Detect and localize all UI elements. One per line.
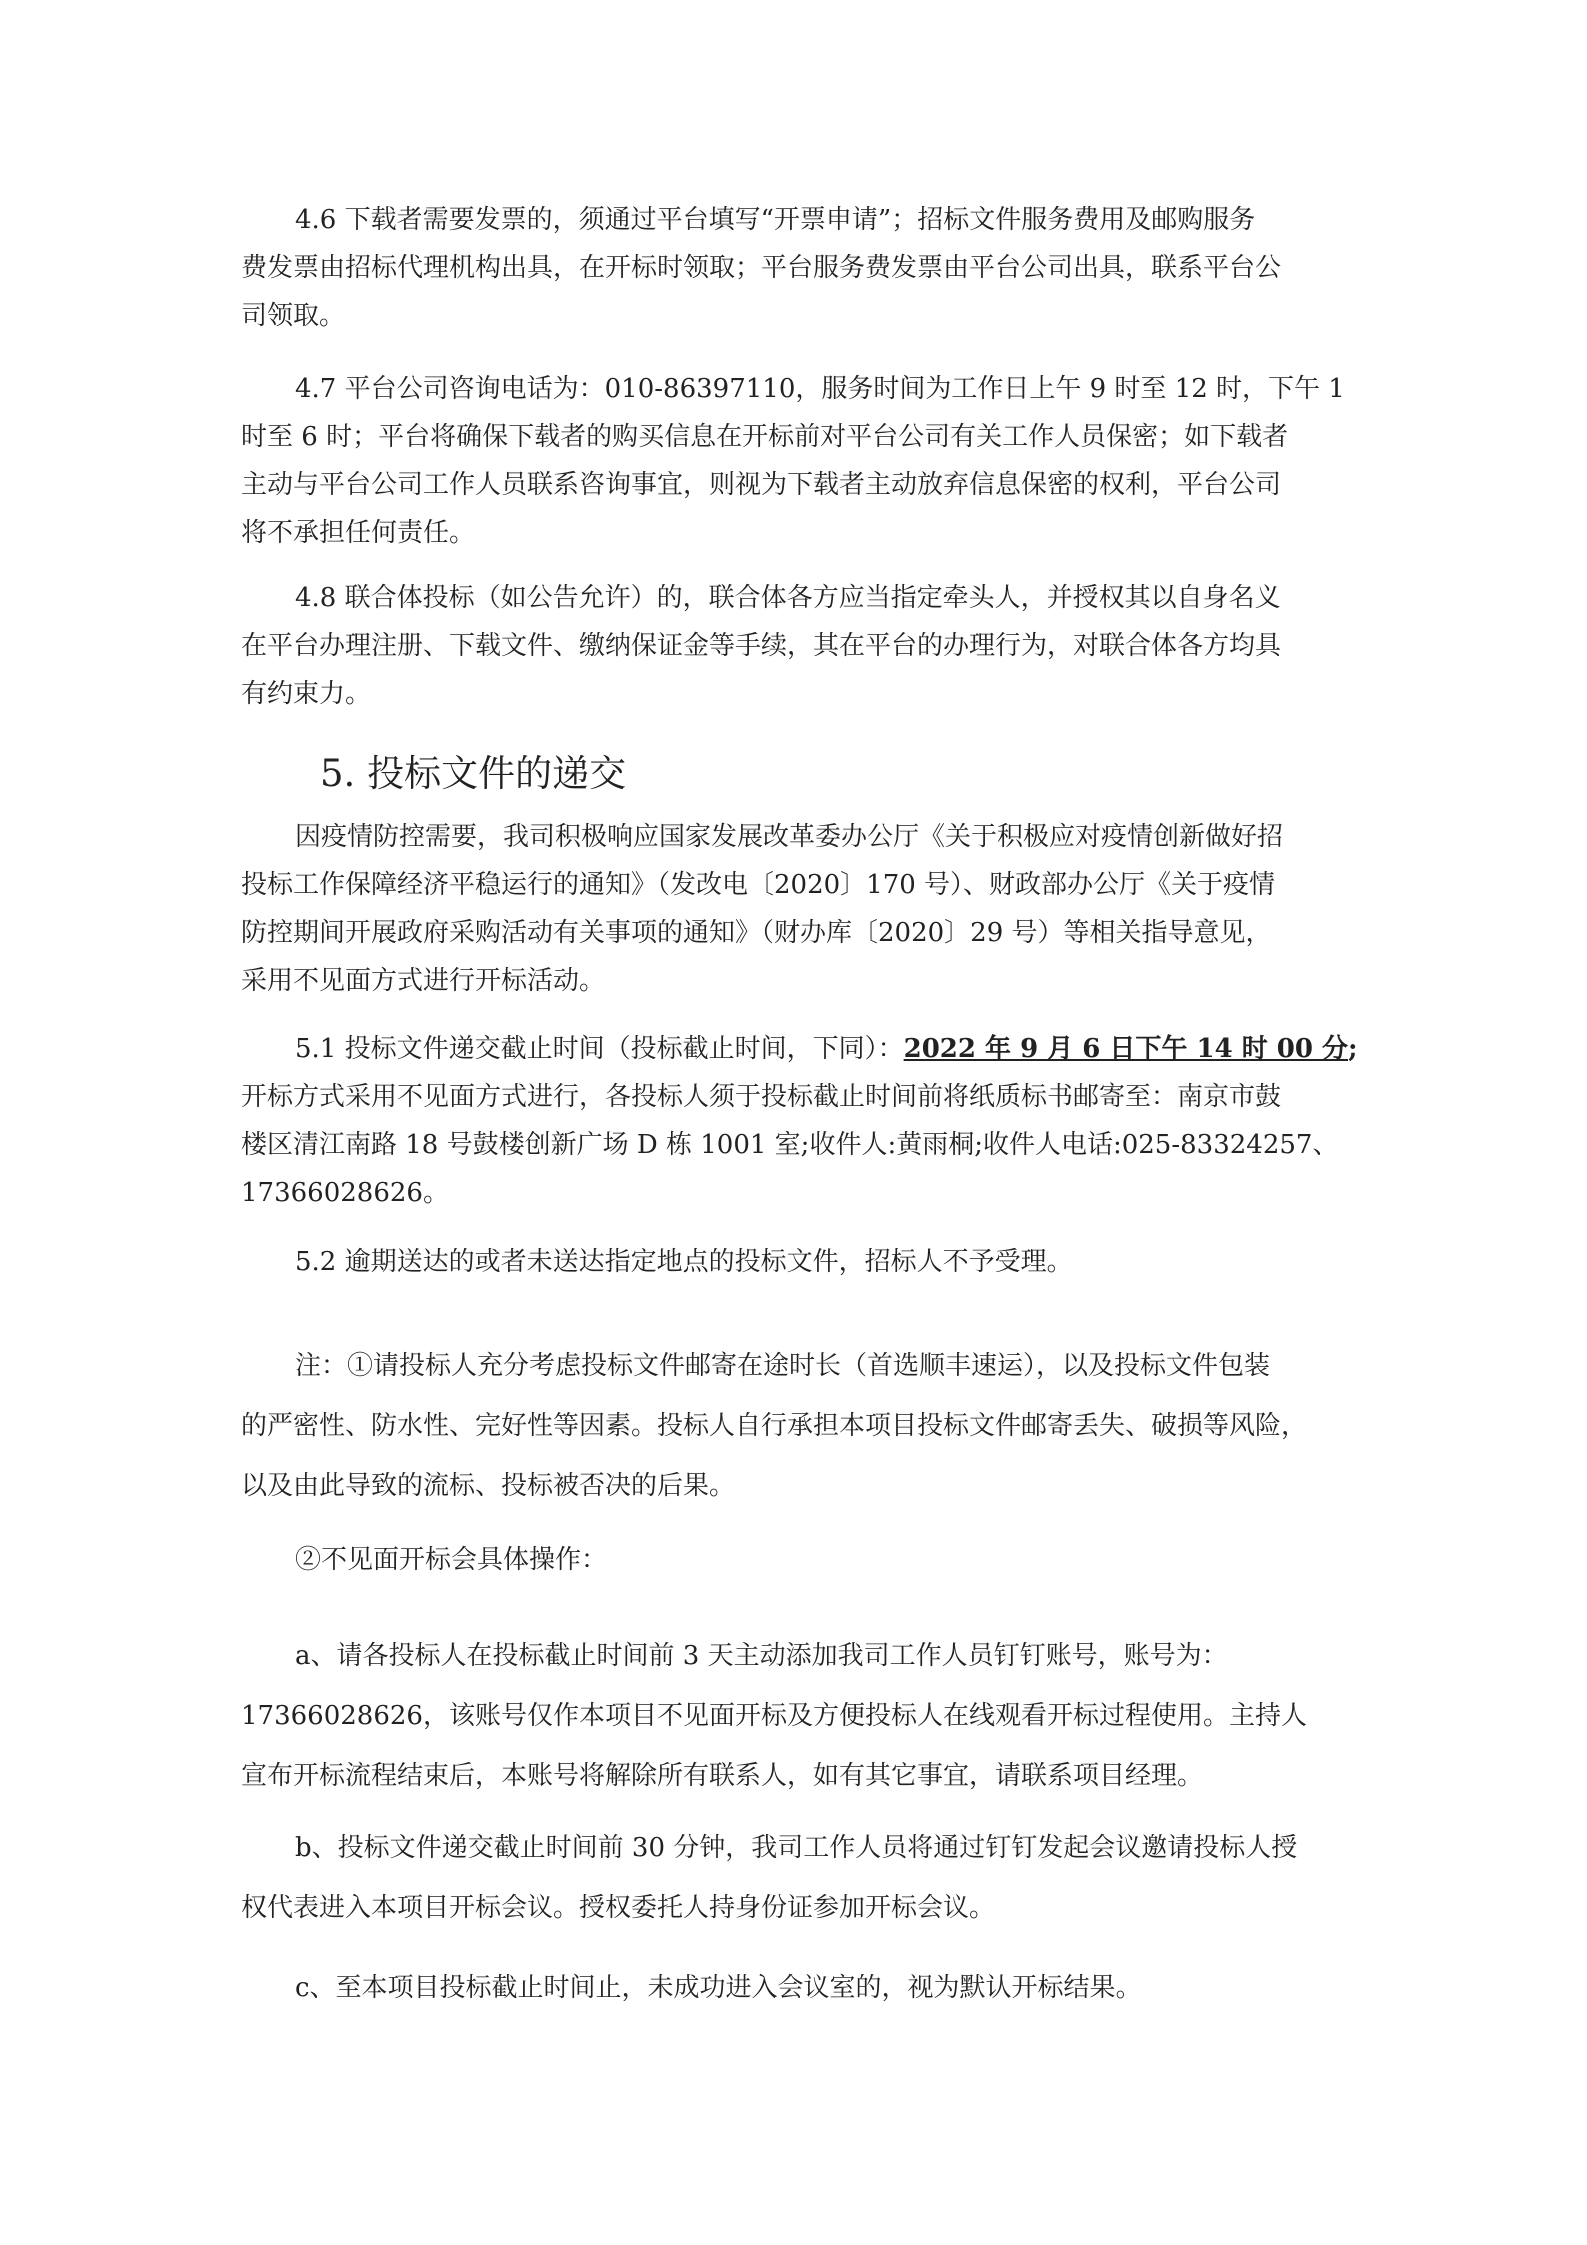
text-line: 主动与平台公司工作人员联系咨询事宜，则视为下载者主动放弃信息保密的权利，平台公司: [241, 470, 1282, 500]
text-line: 有约束力。: [241, 679, 372, 709]
text-line: [241, 1025, 1358, 1073]
deadline-text: 2022 年 9 月 6 日下午 14 时 00 分: [903, 1034, 1348, 1064]
text-line: c、至本项目投标截止时间止，未成功进入会议室的，视为默认开标结果。: [295, 1973, 1142, 2003]
text-line: 因疫情防控需要，我司积极响应国家发展改革委办公厅《关于积极应对疫情创新做好招: [295, 822, 1284, 852]
paragraph-5-1: [241, 1025, 1358, 1217]
paragraph-5-2: [241, 1238, 1351, 1286]
text-line: ②不见面开标会具体操作：: [295, 1545, 608, 1575]
text-line: 投标工作保障经济平稳运行的通知》（发改电〔2020〕170 号）、财政部办公厅《关于疫情: [241, 870, 1276, 900]
text-line: 费发票由招标代理机构出具，在开标时领取；平台服务费发票由平台公司出具，联系平台公: [241, 253, 1282, 283]
paragraph-item-c: [241, 1958, 1351, 2018]
text-fragment: 5.1 投标文件递交截止时间（投标截止时间，下同）：: [295, 1034, 904, 1064]
paragraph-item-b: [241, 1818, 1351, 1938]
paragraph-4-6: [241, 196, 1351, 340]
text-line: 5.2 逾期送达的或者未送达指定地点的投标文件，招标人不予受理。: [295, 1247, 1073, 1277]
section-heading-5: 5. 投标文件的递交: [320, 752, 627, 795]
text-line: 防控期间开展政府采购活动有关事项的通知》（财办库〔2020〕29 号）等相关指导意见，: [241, 918, 1272, 948]
text-line: 17366028626。: [241, 1178, 449, 1208]
text-line: 4.7 平台公司咨询电话为：010-86397110，服务时间为工作日上午 9 时至 12 时，下午 1: [295, 374, 1345, 404]
text-line: 将不承担任何责任。: [241, 518, 476, 548]
text-line: 开标方式采用不见面方式进行，各投标人须于投标截止时间前将纸质标书邮寄至：南京市鼓: [241, 1082, 1282, 1112]
text-line: 在平台办理注册、下载文件、缴纳保证金等手续，其在平台的办理行为，对联合体各方均具: [241, 631, 1282, 661]
text-line: 楼区清江南路 18 号鼓楼创新广场 D 栋 1001 室;收件人:黄雨桐;收件人电话:025-83324257、: [241, 1130, 1339, 1160]
text-line: 以及由此导致的流标、投标被否决的后果。: [241, 1471, 736, 1501]
text-line: 权代表进入本项目开标会议。授权委托人持身份证参加开标会议。: [241, 1893, 996, 1923]
text-line: a、请各投标人在投标截止时间前 3 天主动添加我司工作人员钉钉账号，账号为：: [295, 1641, 1228, 1671]
text-line: 4.6 下载者需要发票的，须通过平台填写“开票申请”；招标文件服务费用及邮购服务: [295, 205, 1256, 235]
paragraph-4-7: [241, 365, 1351, 557]
paragraph-note-2: [241, 1530, 1351, 1590]
text-line: 时至 6 时；平台将确保下载者的购买信息在开标前对平台公司有关工作人员保密；如下载者: [241, 422, 1289, 452]
paragraph-4-8: [241, 574, 1351, 718]
paragraph-intro: [241, 813, 1351, 1005]
text-line: 注：①请投标人充分考虑投标文件邮寄在途时长（首选顺丰速运），以及投标文件包装: [295, 1351, 1271, 1381]
text-line: 采用不见面方式进行开标活动。: [241, 966, 606, 996]
text-line: 17366028626，该账号仅作本项目不见面开标及方便投标人在线观看开标过程使用。主持人: [241, 1701, 1307, 1731]
paragraph-item-a: [241, 1626, 1351, 1806]
text-line: 的严密性、防水性、完好性等因素。投标人自行承担本项目投标文件邮寄丢失、破损等风险，: [241, 1411, 1308, 1441]
text-line: 宣布开标流程结束后，本账号将解除所有联系人，如有其它事宜，请联系项目经理。: [241, 1761, 1204, 1791]
text-line: 4.8 联合体投标（如公告允许）的，联合体各方应当指定牵头人，并授权其以自身名义: [295, 583, 1281, 613]
text-line: 司领取。: [241, 301, 346, 331]
text-line: b、投标文件递交截止时间前 30 分钟，我司工作人员将通过钉钉发起会议邀请投标人授: [295, 1833, 1298, 1863]
paragraph-note: [241, 1336, 1351, 1516]
text-fragment: ;: [1348, 1034, 1358, 1064]
